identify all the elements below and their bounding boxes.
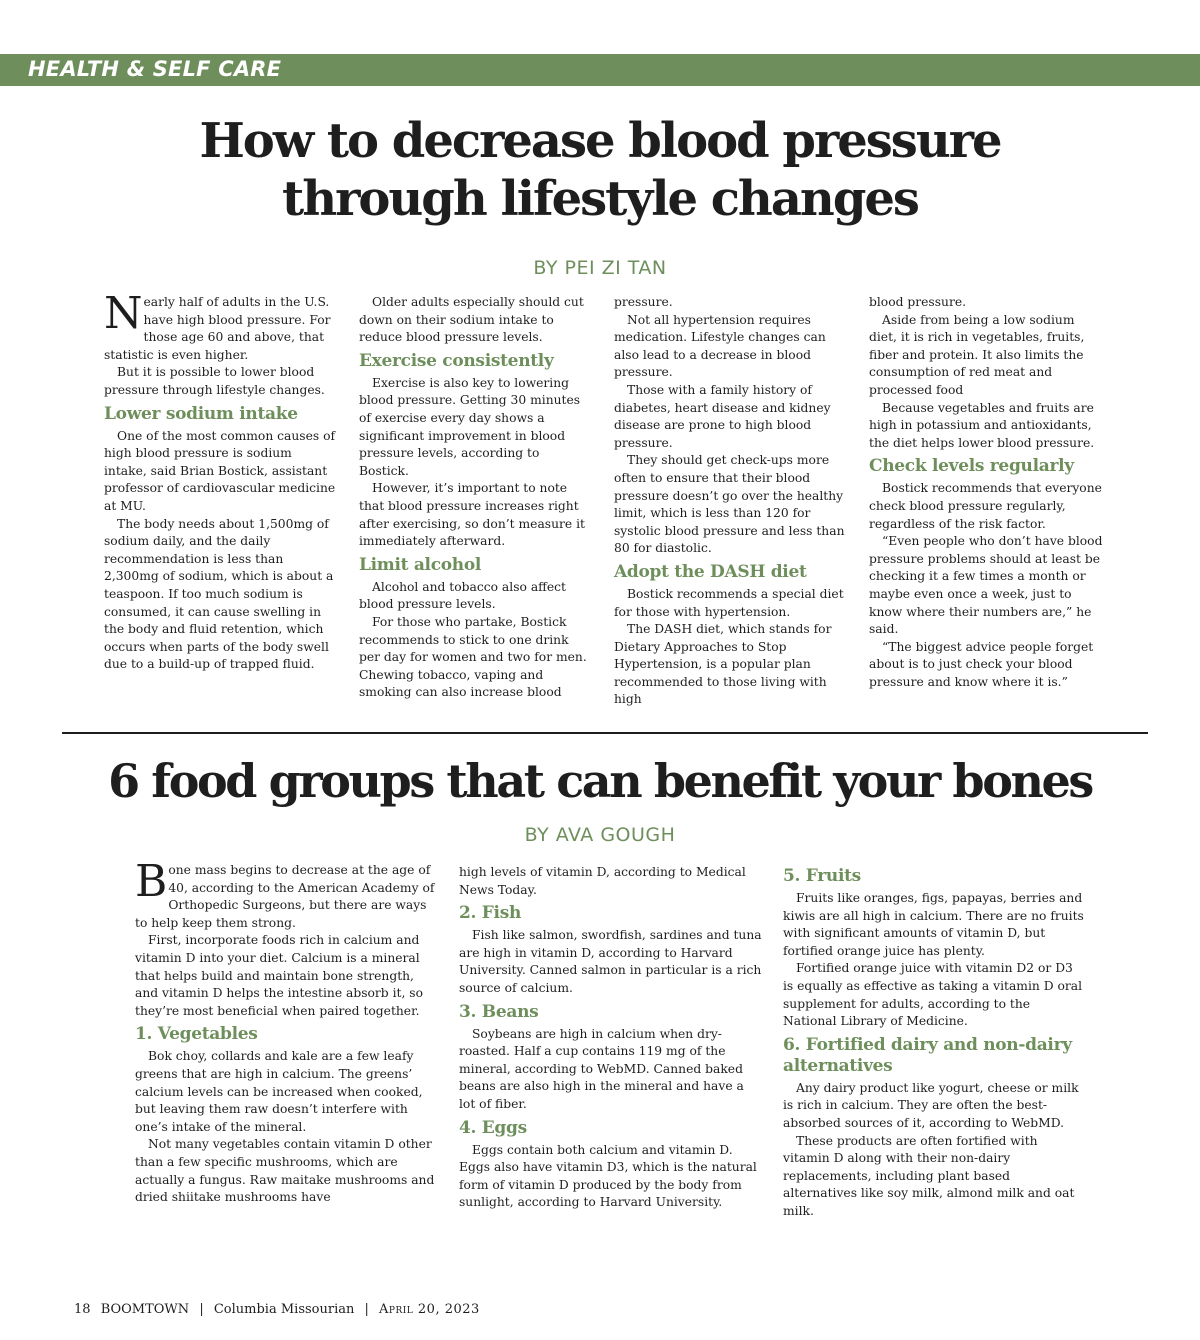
article1-paragraph: The DASH diet, which stands for Dietary Approaches to Stop Hypertension, is a popular plan recommended to those living with high bbox=[614, 622, 832, 707]
article2-paragraph-continued: high levels of vitamin D, according to Medical News Today. bbox=[459, 865, 746, 897]
subhead-fortified-dairy: 6. Fortified dairy and non-dairy alternatives bbox=[783, 1034, 1072, 1076]
subhead-lower-sodium: Lower sodium intake bbox=[104, 403, 298, 424]
article2-paragraph: Fruits like oranges, figs, papayas, berries and kiwis are all high in calcium. There are no fruits with significant amounts of vitamin D, but fortified orange juice has plenty. bbox=[783, 891, 1084, 958]
article1-headline-line2: through lifestyle changes bbox=[282, 171, 918, 227]
subhead-limit-alcohol: Limit alcohol bbox=[359, 554, 482, 575]
article1-column-4 bbox=[869, 294, 1103, 691]
article1-paragraph: “Even people who don’t have blood pressure problems should at least be checking it a few times a month or maybe even once a week, just to know where their numbers are,” he said. bbox=[869, 534, 1103, 637]
article1-paragraph: “The biggest advice people forget about is to just check your blood pressure and know where it is.” bbox=[869, 639, 1094, 689]
article2-intro-text: one mass begins to decrease at the age of 40, according to the American Academy of Orthopedic Surgeons, but there are ways to help keep them strong. bbox=[135, 863, 435, 930]
article1-paragraph: But it is possible to lower blood pressure through lifestyle changes. bbox=[104, 365, 325, 397]
article1-column-2 bbox=[359, 294, 591, 702]
article1-paragraph: Those with a family history of diabetes, heart disease and kidney disease are prone to high blood pressure. bbox=[614, 382, 831, 450]
article1-byline: BY PEI ZI TAN bbox=[533, 257, 667, 279]
article2-paragraph: Bok choy, collards and kale are a few leafy greens that are high in calcium. The greens’ calcium levels can be increased when cooked, but leaving them raw doesn’t interfere with one’s intake of the mineral. bbox=[135, 1049, 423, 1134]
article1-paragraph-continued: pressure. bbox=[614, 295, 673, 309]
article1-paragraph: The body needs about 1,500mg of sodium daily, and the daily recommendation is less than 2,300mg of sodium, which is about a teaspoon. If too much sodium is consumed, it can cause swelling in the body and fluid retention, which occurs when parts of the body swell due to a build-up of trapped fluid. bbox=[104, 516, 334, 672]
article1-headline bbox=[0, 112, 1200, 228]
article2-paragraph: Soybeans are high in calcium when dry-roasted. Half a cup contains 119 mg of the mineral, according to WebMD. Canned baked beans are also high in the mineral and have a lot of fiber. bbox=[459, 1026, 744, 1111]
article1-column-3 bbox=[614, 294, 850, 709]
article2-intro-paragraph bbox=[135, 856, 435, 932]
article2-byline: BY AVA GOUGH bbox=[524, 824, 676, 846]
subhead-check-levels: Check levels regularly bbox=[869, 456, 1074, 477]
article1-paragraph: Aside from being a low sodium diet, it is rich in vegetables, fruits, fiber and protein. It also limits the consumption of red meat and processed food bbox=[869, 312, 1085, 397]
article1-paragraph: Bostick recommends that everyone check blood pressure regularly, regardless of the risk factor. bbox=[869, 481, 1102, 531]
article2-paragraph: Not many vegetables contain vitamin D other than a few specific mushrooms, which are actually a fungus. Raw maitake mushrooms and dried shiitake mushrooms have bbox=[135, 1137, 435, 1205]
article1-column-1 bbox=[104, 288, 336, 674]
page-number: 18 bbox=[74, 1302, 91, 1317]
article1-intro-text: early half of adults in the U.S. have high blood pressure. For those age 60 and above, that statistic is even higher. bbox=[104, 295, 331, 362]
article1-intro-paragraph bbox=[104, 288, 336, 364]
article1-dropcap: N bbox=[104, 288, 143, 339]
article1-paragraph: Because vegetables and fruits are high in potassium and antioxidants, the diet helps lower blood pressure. bbox=[869, 400, 1095, 450]
subhead-vegetables: 1. Vegetables bbox=[135, 1024, 258, 1045]
article2-paragraph: These products are often fortified with vitamin D along with their non-dairy replacements, including plant based alternatives like soy milk, almond milk and oat milk. bbox=[783, 1133, 1075, 1218]
article1-headline-line1: How to decrease blood pressure bbox=[199, 113, 1001, 169]
footer-separator: | bbox=[199, 1302, 204, 1317]
article1-paragraph: Older adults especially should cut down on their sodium intake to reduce blood pressure levels. bbox=[359, 295, 584, 345]
article2-column-1 bbox=[135, 856, 435, 1207]
article2-paragraph: First, incorporate foods rich in calcium and vitamin D into your diet. Calcium is a mineral that helps build and maintain bone strength, and vitamin D helps the intestine absorb it, so they’re most beneficial when paired together. bbox=[135, 933, 423, 1018]
article2-paragraph: Fish like salmon, swordfish, sardines and tuna are high in vitamin D, according to Harvard University. Canned salmon in particular is a rich source of calcium. bbox=[459, 928, 762, 995]
footer-separator: | bbox=[364, 1302, 369, 1317]
article1-paragraph-continued: blood pressure. bbox=[869, 295, 967, 309]
article2-paragraph: Eggs contain both calcium and vitamin D. Eggs also have vitamin D3, which is the natural form of vitamin D produced by the body from sunlight, according to Harvard University. bbox=[459, 1142, 757, 1210]
section-banner bbox=[0, 54, 1200, 86]
publication-date: April 20, 2023 bbox=[379, 1302, 480, 1317]
subhead-beans: 3. Beans bbox=[459, 1001, 539, 1022]
article2-column-2 bbox=[459, 864, 763, 1212]
article2-paragraph: Any dairy product like yogurt, cheese or milk is rich in calcium. They are often the best-absorbed sources of it, according to WebMD. bbox=[783, 1080, 1079, 1130]
newspaper-name: Columbia Missourian bbox=[213, 1302, 355, 1317]
publication-name: BOOMTOWN bbox=[100, 1302, 190, 1317]
article2-dropcap: B bbox=[135, 856, 168, 907]
article-divider-rule bbox=[62, 732, 1148, 734]
subhead-exercise: Exercise consistently bbox=[359, 350, 554, 371]
article1-paragraph: One of the most common causes of high blood pressure is sodium intake, said Brian Bostick, assistant professor of cardiovascular medicine at MU. bbox=[104, 428, 336, 513]
subhead-dash-diet: Adopt the DASH diet bbox=[614, 561, 807, 582]
page-footer bbox=[74, 1302, 480, 1317]
subhead-fruits: 5. Fruits bbox=[783, 866, 861, 886]
article2-paragraph: Fortified orange juice with vitamin D2 or D3 is equally as effective as taking a vitamin D oral supplement for adults, according to the National Library of Medicine. bbox=[783, 961, 1083, 1029]
article1-paragraph: Bostick recommends a special diet for those with hypertension. bbox=[614, 586, 844, 619]
article1-paragraph: Alcohol and tobacco also affect blood pressure levels. bbox=[359, 579, 566, 612]
subhead-fish: 2. Fish bbox=[459, 903, 522, 924]
article2-column-3 bbox=[783, 862, 1087, 1221]
section-label: HEALTH & SELF CARE bbox=[28, 57, 282, 81]
article2-headline: 6 food groups that can benefit your bones bbox=[108, 754, 1092, 808]
article1-paragraph: However, it’s important to note that blood pressure increases right after exercising, so don’t measure it immediately afterward. bbox=[359, 481, 585, 549]
article1-paragraph: For those who partake, Bostick recommends to stick to one drink per day for women and two for men. Chewing tobacco, vaping and smoking can also increase blood bbox=[359, 614, 587, 700]
subhead-eggs: 4. Eggs bbox=[459, 1117, 527, 1138]
article1-paragraph: Exercise is also key to lowering blood pressure. Getting 30 minutes of exercise every day shows a significant improvement in blood pressure levels, according to Bostick. bbox=[359, 375, 581, 478]
article1-paragraph: They should get check-ups more often to ensure that their blood pressure doesn’t go over the healthy limit, which is less than 120 for systolic blood pressure and less than 80 for diastolic. bbox=[614, 453, 845, 556]
article1-paragraph: Not all hypertension requires medication. Lifestyle changes can also lead to a decrease in blood pressure. bbox=[614, 312, 826, 380]
